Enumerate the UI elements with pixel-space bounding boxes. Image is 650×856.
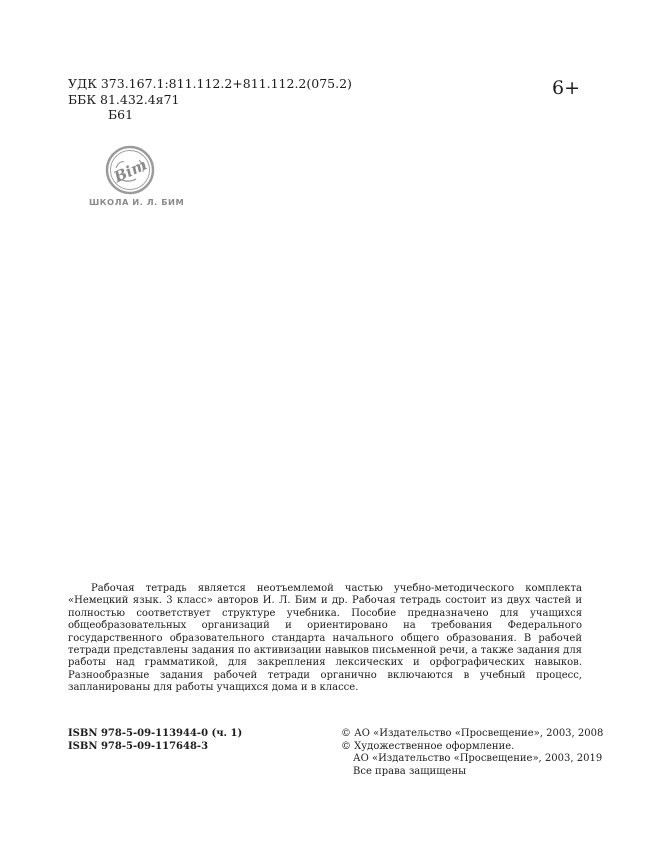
copyright-block (341, 728, 603, 778)
copyright-line: © Художественное оформление. (341, 740, 515, 752)
isbn-line: ISBN 978-5-09-117648-3 (68, 740, 209, 752)
copyright-line: АО «Издательство «Просвещение», 2003, 2019 (353, 753, 603, 765)
annotation-text: Рабочая тетрадь является неотъемлемой частью учебно-методического комплекта «Немецкий язык. 3 класс» авторов И. Л. Бим и др. Рабочая тетрадь состоит из двух частей и полностью соответствует структуре учебника. Пособие предназначено для учащихся общеобразовательных организаций и ориентировано на требования Федерального государственного образовательного стандарта начального общего образования. В рабочей тетради представлены задания по активизации навыков письменной речи, а также задания для работы над грамматикой, для закрепления лексических и орфографических навыков. Разнообразные задания рабочей тетради органично включаются в учебный процесс, запланированы для работы учащихся дома и в классе. (68, 583, 582, 694)
classification-block (68, 76, 352, 123)
copyright-line: © АО «Издательство «Просвещение», 2003, 2008 (341, 728, 604, 739)
isbn-block (68, 728, 242, 753)
isbn-line: ISBN 978-5-09-113944-0 (ч. 1) (68, 728, 243, 739)
age-rating: 6+ (552, 77, 581, 99)
author-mark: Б61 (108, 107, 134, 122)
school-logo-icon (105, 145, 155, 195)
udk-code: УДК 373.167.1:811.112.2+811.112.2(075.2) (68, 76, 352, 91)
logo-emblem-text: Bim (111, 155, 150, 187)
logo-caption: ШКОЛА И. Л. БИМ (89, 197, 185, 207)
copyright-line: Все права защищены (353, 765, 467, 777)
bbk-code: ББК 81.432.4я71 (68, 91, 180, 107)
